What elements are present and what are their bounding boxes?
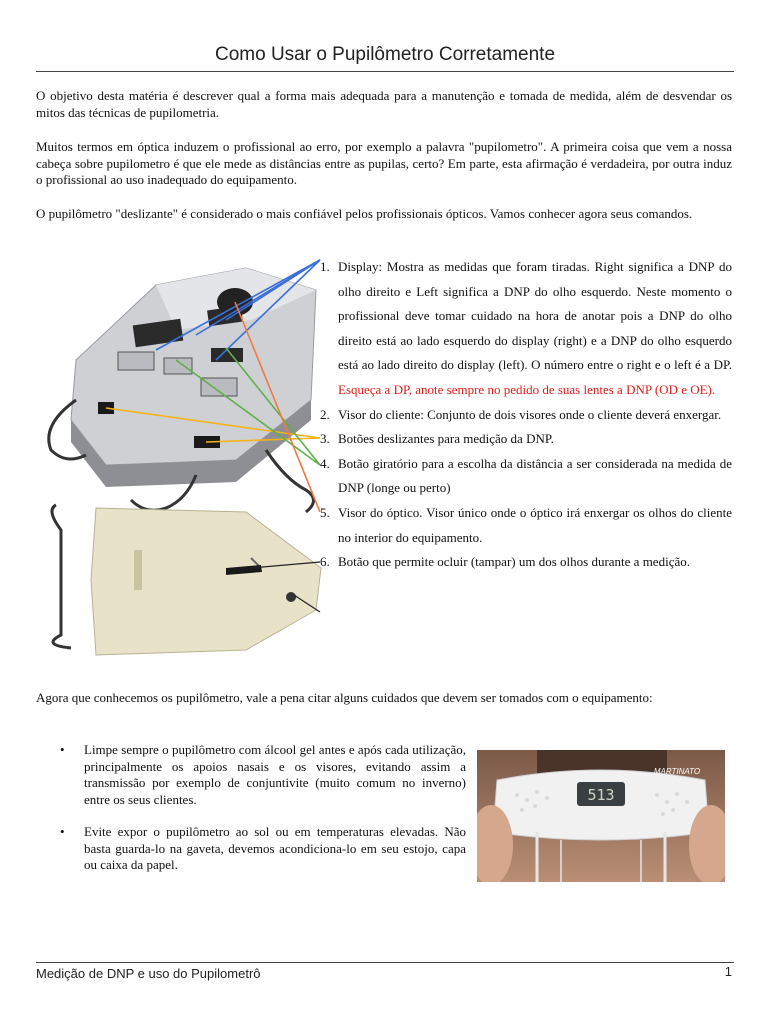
command-text: Botão giratório para a escolha da distância a ser considerada na medida de DNP (longe ou perto) <box>338 455 732 496</box>
command-text: Botões deslizantes para medição da DNP. <box>338 431 554 447</box>
pupilometer-front-view <box>52 505 321 655</box>
command-item-4: 4. Botão giratório para a escolha da distância a ser considerada na medida de DNP (longe ou perto) <box>320 455 732 496</box>
care-item: • Limpe sempre o pupilômetro com álcool gel antes e após cada utilização, principalmente os apoios nasais e os visores, evitando assim a transmissão por exemplo de conjuntivite (muito comum no inverno) entre os seus clientes. <box>60 742 466 807</box>
photo-display-readout: 513 <box>587 786 615 804</box>
page-number: 1 <box>724 964 732 979</box>
commands-list <box>320 255 732 575</box>
command-item-5: 5. Visor do óptico. Visor único onde o óptico irá enxergar os olhos do cliente no interior do equipamento. <box>320 504 732 545</box>
footer-divider <box>36 962 734 963</box>
intro-paragraph: O objetivo desta matéria é descrever qual a forma mais adequada para a manutenção e tomada de medida, além de desvendar os mitos das técnicas de pupilometria. <box>36 88 732 120</box>
footer-text: Medição de DNP e uso do Pupilometrô <box>36 966 261 981</box>
command-highlight: Esqueça a DP, anote sempre no pedido de suas lentes a DNP (OD e OE). <box>338 381 716 397</box>
command-text: Visor do cliente: Conjunto de dois visores onde o cliente deverá enxergar. <box>338 406 722 422</box>
pupilometer-top-view <box>49 268 316 512</box>
care-intro-paragraph: Agora que conhecemos os pupilômetro, vale a pena citar alguns cuidados que devem ser tomados com o equipamento: <box>36 690 653 705</box>
bullet-icon: • <box>60 824 65 839</box>
pupilometer-usage-photo <box>477 750 725 882</box>
bullet-icon: • <box>60 742 65 757</box>
care-list <box>60 742 466 890</box>
care-item: • Evite expor o pupilômetro ao sol ou em temperaturas elevadas. Não basta guarda-lo na gaveta, devemos acondiciona-lo em seu estojo, capa ou caixa da papel. <box>60 824 466 872</box>
command-text: Visor do óptico. Visor único onde o óptico irá enxergar os olhos do cliente no interior do equipamento. <box>338 504 732 545</box>
terms-paragraph: Muitos termos em óptica induzem o profissional ao erro, por exemplo a palavra "pupilometro". A primeira coisa que vem a nossa cabeça sobre pupilometro é que ele mede as distâncias entre as pupilas, certo? Em parte, esta afirmação é verdadeira, por outra induz o profissional ao uso inadequado do equipamento. <box>36 139 732 187</box>
command-item-6: 6. Botão que permite ocluir (tampar) um dos olhos durante a medição. <box>320 554 690 570</box>
command-text: Botão que permite ocluir (tampar) um dos olhos durante a medição. <box>338 554 690 570</box>
photo-brand-label: MARTINATO <box>653 767 701 776</box>
command-item-3: 3. Botões deslizantes para medição da DNP. <box>320 431 554 447</box>
command-item-2: 2. Visor do cliente: Conjunto de dois visores onde o cliente deverá enxergar. <box>320 406 722 422</box>
pupilometer-illustration <box>36 250 336 660</box>
sliding-paragraph: O pupilômetro "deslizante" é considerado o mais confiável pelos profissionais ópticos. Vamos conhecer agora seus comandos. <box>36 206 693 221</box>
title-divider <box>36 71 734 72</box>
page-title: Como Usar o Pupilômetro Corretamente <box>214 44 556 65</box>
command-text: Display: Mostra as medidas que foram tiradas. Right significa a DNP do olho direito e Left significa a DNP do olho esquerdo. Neste momento o profissional deve tomar cuidado na hora de anotar pois a DNP do olho direito está ao lado esquerdo do display (right) e a DNP do olho esquerdo está ao lado direito do display (left). O número entre o right e o left é a DP. <box>338 259 732 373</box>
command-item-1: 1. Display: Mostra as medidas que foram tiradas. Right significa a DNP do olho direito e Left significa a DNP do olho esquerdo. Neste momento o profissional deve tomar cuidado na hora de anotar pois a DNP do olho direito está ao lado esquerdo do display (right) e a DNP do olho esquerdo está ao lado direito do display (left). O número entre o right e o left é a DP. Esqueça a DP, anote sempre no pedido de suas lentes a DNP (OD e OE). <box>320 259 732 397</box>
